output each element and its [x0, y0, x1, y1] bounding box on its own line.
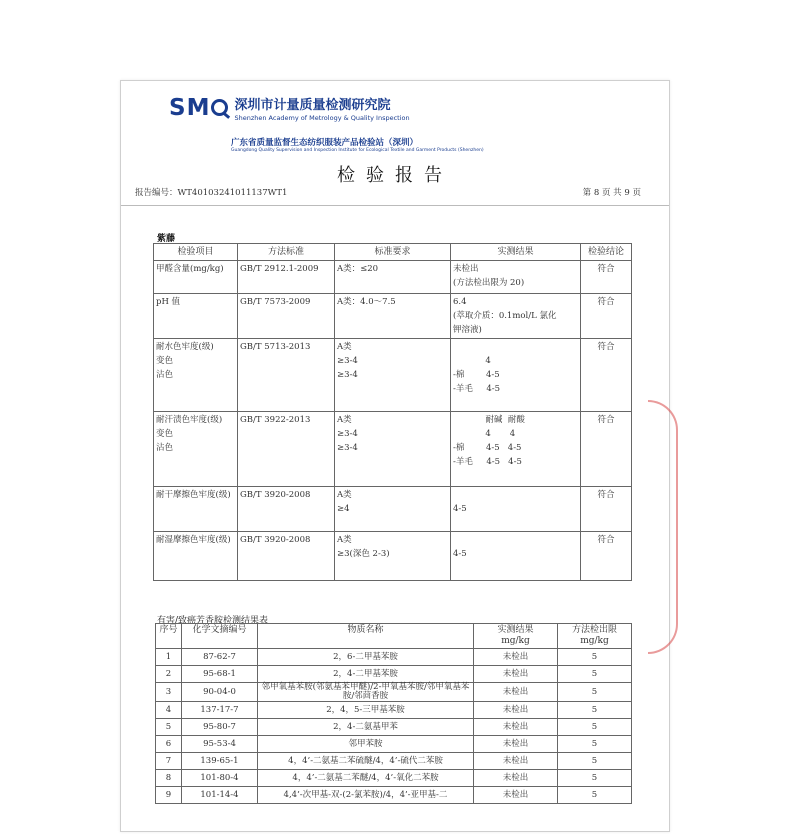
report-title: 检验报告: [337, 165, 453, 186]
test-item: 耐水色牢度(级) 变色 沾色: [154, 339, 238, 412]
substance-name: 邻甲苯胺: [258, 736, 474, 753]
substance-name: 邻甲氧基苯胺(邻氨基苯甲醚)/2-甲氧基苯胺/邻甲氧基苯胺/邻茴香胺: [258, 683, 474, 702]
cas-number: 101-14-4: [182, 787, 258, 804]
measured-result: 未检出: [474, 719, 558, 736]
test-item: 甲醛含量(mg/kg): [154, 261, 238, 294]
institute-logo: [169, 91, 410, 125]
detection-limit: 5: [558, 702, 632, 719]
row-number: 1: [156, 649, 182, 666]
cas-number: 87-62-7: [182, 649, 258, 666]
table-row: [154, 294, 632, 339]
measured-result: 未检出: [474, 702, 558, 719]
conclusion: 符合: [581, 339, 632, 412]
measured-result: 未检出: [474, 649, 558, 666]
conclusion: 符合: [581, 412, 632, 487]
cas-number: 95-53-4: [182, 736, 258, 753]
column-header: 实测结果: [451, 244, 581, 261]
detection-limit: 5: [558, 736, 632, 753]
measured-result: 未检出: [474, 787, 558, 804]
table-row: [156, 666, 632, 683]
table-row: [156, 787, 632, 804]
cas-number: 90-04-0: [182, 683, 258, 702]
test-item: 耐汗渍色牢度(级) 变色 沾色: [154, 412, 238, 487]
measured-result: 4 -棉 4-5 -羊毛 4-5: [451, 339, 581, 412]
cas-number: 95-68-1: [182, 666, 258, 683]
row-number: 6: [156, 736, 182, 753]
column-header: 实测结果 mg/kg: [474, 624, 558, 649]
measured-result: 4-5: [451, 487, 581, 532]
column-header: 检验结论: [581, 244, 632, 261]
method-standard: GB/T 7573-2009: [238, 294, 335, 339]
aromatic-amine-table: [155, 623, 632, 804]
method-standard: GB/T 3920-2008: [238, 487, 335, 532]
measured-result: 未检出: [474, 736, 558, 753]
conclusion: 符合: [581, 294, 632, 339]
table-row: [154, 339, 632, 412]
requirement: A类 ≥4: [335, 487, 451, 532]
column-header: 物质名称: [258, 624, 474, 649]
row-number: 7: [156, 753, 182, 770]
report-header: [121, 81, 669, 206]
substance-name: 2，4，5-三甲基苯胺: [258, 702, 474, 719]
column-header: 化学文摘编号: [182, 624, 258, 649]
column-header: 序号: [156, 624, 182, 649]
cas-number: 139-65-1: [182, 753, 258, 770]
requirement: A类 ≥3-4 ≥3-4: [335, 339, 451, 412]
column-header: 方法检出限 mg/kg: [558, 624, 632, 649]
detection-limit: 5: [558, 770, 632, 787]
table-row: [156, 719, 632, 736]
substance-name: 2，4-二甲基苯胺: [258, 666, 474, 683]
row-number: 3: [156, 683, 182, 702]
institute-name-en: Shenzhen Academy of Metrology & Quality Inspection: [234, 114, 410, 122]
row-number: 9: [156, 787, 182, 804]
detection-limit: 5: [558, 683, 632, 702]
measured-result: 未检出: [474, 683, 558, 702]
substance-name: 4,4’-次甲基-双-(2-氯苯胺)/4，4’-亚甲基-二: [258, 787, 474, 804]
test-item: pH 值: [154, 294, 238, 339]
detection-limit: 5: [558, 666, 632, 683]
detection-limit: 5: [558, 649, 632, 666]
row-number: 5: [156, 719, 182, 736]
institute-name-cn: 深圳市计量质量检测研究院: [234, 98, 391, 113]
row-number: 2: [156, 666, 182, 683]
measured-result: 未检出: [474, 770, 558, 787]
measured-result: 4-5: [451, 532, 581, 581]
table-row: [156, 736, 632, 753]
test-results-table: [153, 243, 632, 581]
sample-name: 紫藤: [157, 234, 176, 244]
substance-name: 4，4’-二氨基二苯硫醚/4，4’-硫代二苯胺: [258, 753, 474, 770]
measured-result: 未检出 (方法检出限为 20): [451, 261, 581, 294]
substance-name: 2，6-二甲基苯胺: [258, 649, 474, 666]
column-header: 方法标准: [238, 244, 335, 261]
table-row: [154, 532, 632, 581]
cas-number: 101-80-4: [182, 770, 258, 787]
test-item: 耐干摩擦色牢度(级): [154, 487, 238, 532]
requirement: A类 ≥3(深色 2-3): [335, 532, 451, 581]
station-name: 广东省质量监督生态纺织服装产品检验站（深圳） Guangdong Quality Supervision and Inspection Institute for Ecological Textile and Garment Products (Shenzhen): [231, 138, 484, 153]
conclusion: 符合: [581, 487, 632, 532]
cas-number: 95-80-7: [182, 719, 258, 736]
report-number: 报告编号：WT40103241011137WT1: [135, 188, 288, 198]
conclusion: 符合: [581, 532, 632, 581]
method-standard: GB/T 3920-2008: [238, 532, 335, 581]
table-row: [154, 412, 632, 487]
measured-result: 6.4 (萃取介质：0.1mol/L 氯化 钾溶液): [451, 294, 581, 339]
row-number: 4: [156, 702, 182, 719]
conclusion: 符合: [581, 261, 632, 294]
smq-logo: SM: [169, 95, 228, 121]
table-row: [156, 702, 632, 719]
test-item: 耐湿摩擦色牢度(级): [154, 532, 238, 581]
method-standard: GB/T 5713-2013: [238, 339, 335, 412]
requirement: A类：4.0～7.5: [335, 294, 451, 339]
measured-result: 耐碱 耐酸 4 4 -棉 4-5 4-5 -羊毛 4-5 4-5: [451, 412, 581, 487]
cas-number: 137-17-7: [182, 702, 258, 719]
table-row: [156, 683, 632, 702]
measured-result: 未检出: [474, 753, 558, 770]
official-seal-stamp: [648, 400, 678, 654]
table-row: [154, 261, 632, 294]
row-number: 8: [156, 770, 182, 787]
detection-limit: 5: [558, 787, 632, 804]
amine-table-title: 有害/致癌芳香胺检测结果表: [157, 616, 269, 626]
table-row: [154, 487, 632, 532]
requirement: A类 ≥3-4 ≥3-4: [335, 412, 451, 487]
column-header: 标准要求: [335, 244, 451, 261]
table-row: [156, 649, 632, 666]
measured-result: 未检出: [474, 666, 558, 683]
requirement: A类：≤20: [335, 261, 451, 294]
table-row: [156, 770, 632, 787]
method-standard: GB/T 2912.1-2009: [238, 261, 335, 294]
detection-limit: 5: [558, 719, 632, 736]
detection-limit: 5: [558, 753, 632, 770]
column-header: 检验项目: [154, 244, 238, 261]
report-page: [120, 80, 670, 832]
table-row: [156, 753, 632, 770]
method-standard: GB/T 3922-2013: [238, 412, 335, 487]
substance-name: 4，4’-二氨基二苯醚/4，4’-氧化二苯胺: [258, 770, 474, 787]
substance-name: 2，4-二氨基甲苯: [258, 719, 474, 736]
page-number: 第 8 页 共 9 页: [582, 188, 641, 198]
